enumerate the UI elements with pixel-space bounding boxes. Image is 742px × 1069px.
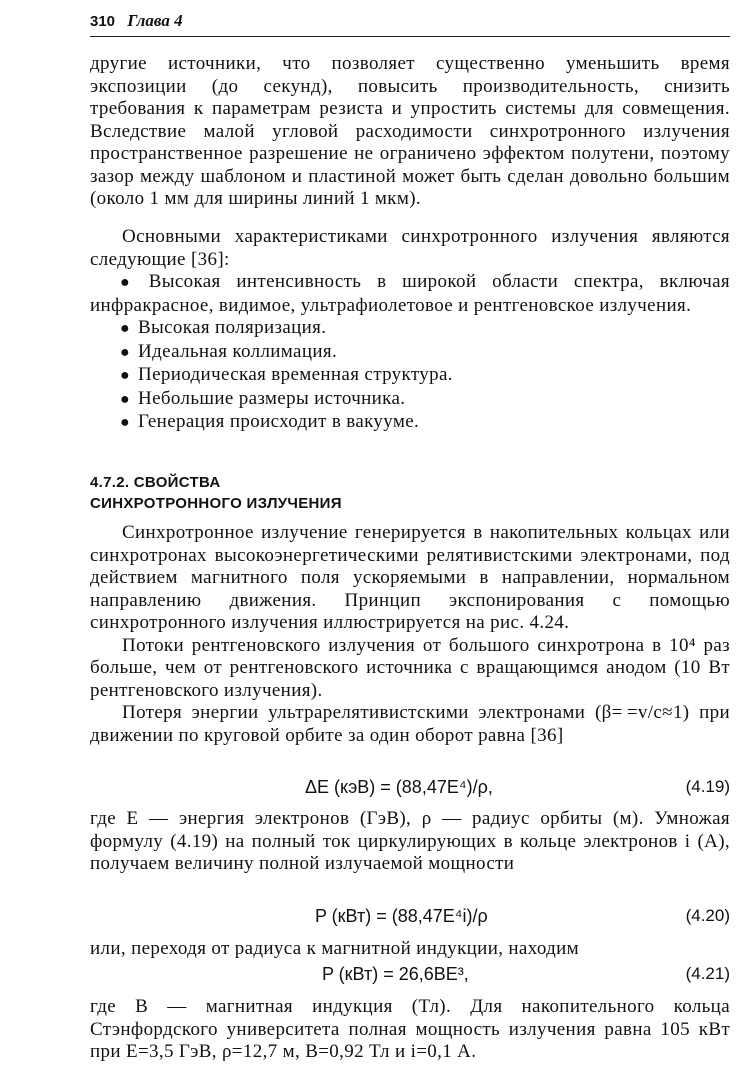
text-block-properties (90, 522, 730, 747)
paragraph-continuation: другие источники, что позволяет существенно уменьшить время экспозиции (до секунд), повысить производительность, снизить требования к параметрам резиста и упростить системы для совмещения. Вследствие малой угловой расходимости синхротронного излучения пространственное разрешение не ограничено эффектом полутени, поэтому зазор между шаблоном и пластиной может быть сделан довольно большим (около 1 мм для ширины линий 1 мкм). (90, 53, 730, 209)
formula-expression: P (кВт) = (88,47E⁴i)/ρ (315, 906, 488, 926)
bullet-icon: ● (120, 343, 131, 361)
list-item (90, 341, 730, 365)
paragraph-characteristics-intro: Основными характеристиками синхротронного излучения являются следующие [36]: (90, 226, 730, 270)
formula-4-20 (90, 904, 730, 928)
text-block-continuation (90, 53, 730, 211)
list-item (90, 411, 730, 435)
section-heading-line2: СИНХРОТРОННОГО ИЗЛУЧЕНИЯ (90, 495, 342, 512)
characteristics-list (90, 271, 730, 435)
list-item-text: Высокая интенсивность в широкой области спектра, включая инфракрасное, видимое, ультрафиолетовое и рентгеновское излучения. (90, 271, 730, 316)
bullet-icon: ● (120, 367, 131, 384)
list-item-text: Периодическая временная структура. (138, 364, 453, 385)
paragraph-energy-loss: Потеря энергии ультрарелятивистскими электронами (β= =v/c≈1) при движении по круговой орбите за один оборот равна [36] (90, 702, 730, 746)
equation-number: (4.20) (685, 906, 730, 925)
paragraph-xray-flux: Потоки рентгеновского излучения от большого синхротрона в 10⁴ раз больше, чем от рентгеновского источника с вращающимся анодом (10 Вт рентгеновского излучения). (90, 634, 730, 701)
bullet-icon: ● (120, 320, 131, 337)
text-block-after-4-19 (90, 808, 730, 876)
list-item-text: Генерация происходит в вакууме. (138, 411, 420, 432)
running-header (90, 8, 730, 34)
bullet-icon: ● (120, 414, 131, 431)
text-block-stanford (90, 996, 730, 1064)
section-heading (90, 472, 730, 514)
text-block-after-4-20 (90, 938, 730, 961)
paragraph-energy-definition: где E — энергия электронов (ГэВ), ρ — радиус орбиты (м). Умножая формулу (4.19) на полный ток циркулирующих в кольце электронов i (A), получаем величину полной излучаемой мощности (90, 808, 730, 874)
list-item-text: Небольшие размеры источника. (138, 387, 406, 409)
paragraph-synchrotron-generation: Синхротронное излучение генерируется в накопительных кольцах или синхротронах высокоэнергетическими релятивистскими электронами, под действием магнитного поля ускоряемыми в направлении, нормальном направлению движения. Принцип экспонирования с помощью синхротронного излучения иллюстрируется на рис. 4.24. (90, 522, 730, 633)
equation-number: (4.21) (685, 964, 730, 983)
paragraph-magnetic-induction: или, переходя от радиуса к магнитной индукции, находим (90, 938, 580, 959)
header-rule (90, 36, 730, 37)
bullet-icon: ● (120, 390, 131, 408)
list-item-text: Идеальная коллимация. (138, 340, 338, 362)
page-number: 310 (90, 13, 116, 30)
list-item-text: Высокая поляризация. (138, 317, 327, 338)
list-item (90, 317, 730, 341)
chapter-title: Глава 4 (127, 11, 183, 30)
formula-4-21 (90, 962, 730, 986)
text-block-characteristics (90, 226, 730, 435)
list-item (90, 271, 730, 317)
formula-4-19 (90, 775, 730, 799)
paragraph-stanford-ring: где B — магнитная индукция (Тл). Для накопительного кольца Стэнфордского университета полная мощность излучения равна 105 кВт при E=3,5 ГэВ, ρ=12,7 м, B=0,92 Тл и i=0,1 А. (90, 996, 730, 1062)
section-heading-line1: 4.7.2. СВОЙСТВА (90, 474, 221, 491)
formula-expression: ΔE (кэВ) = (88,47E⁴)/ρ, (305, 777, 493, 797)
equation-number: (4.19) (685, 777, 730, 796)
formula-expression: P (кВт) = 26,6BE³, (322, 964, 469, 984)
bullet-icon: ● (120, 274, 141, 291)
list-item (90, 364, 730, 388)
list-item (90, 388, 730, 412)
